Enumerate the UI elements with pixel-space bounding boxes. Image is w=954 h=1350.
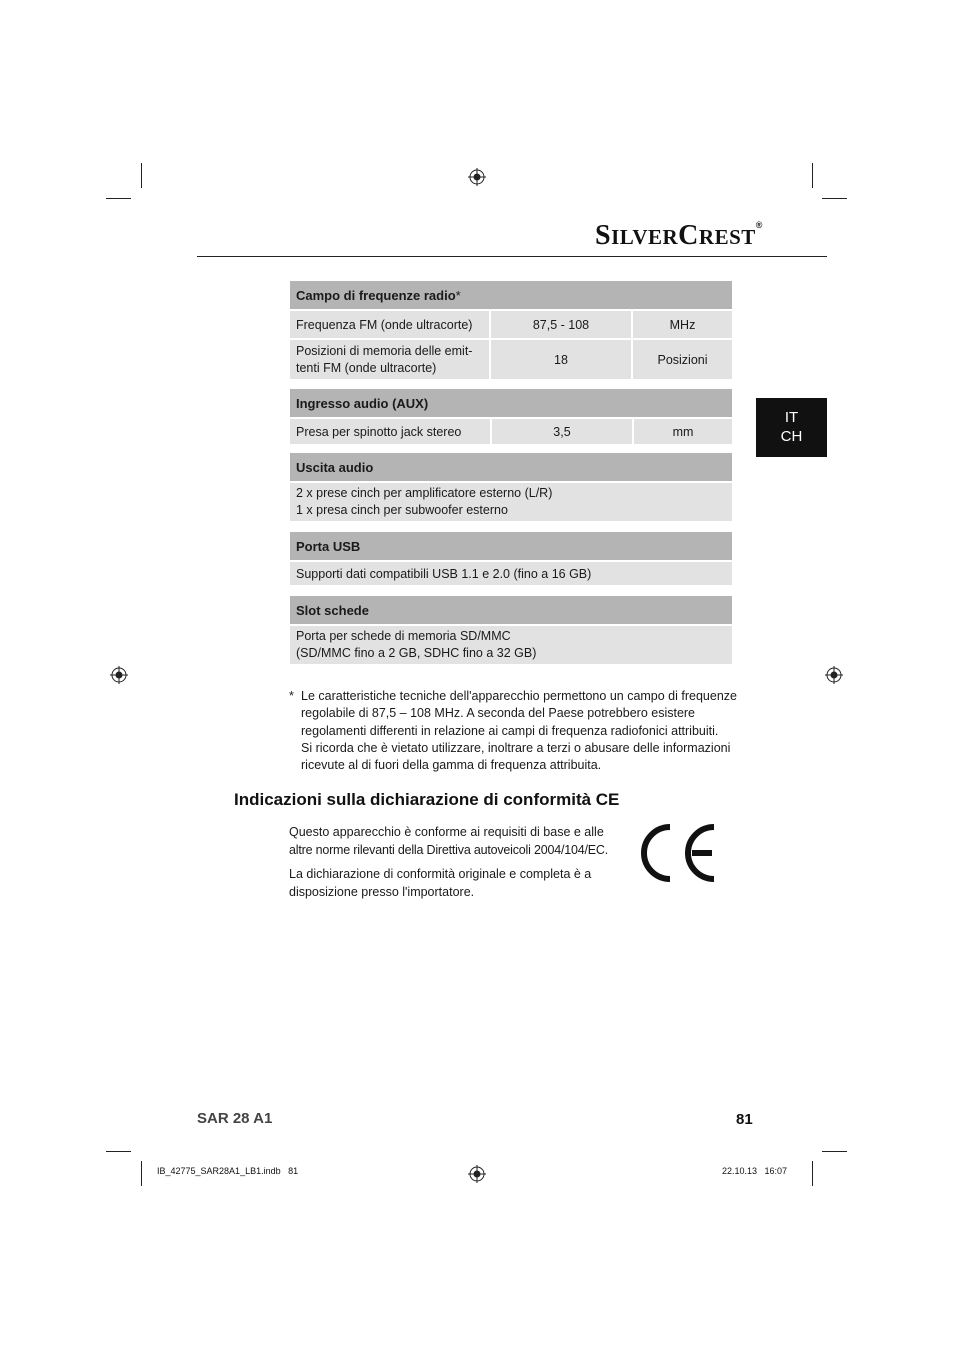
spec-unit: mm (634, 417, 732, 444)
brand-logo: SILVERCREST® (595, 220, 763, 251)
crop-mark (106, 198, 131, 199)
country-code: CH (780, 428, 803, 445)
footnote-line: regolamenti differenti in relazione ai campi di frequenza radiofonici attribuiti. (301, 723, 719, 738)
footnote-line: Si ricorda che è vietato utilizzare, inoltrare a terzi o abusare delle informazioni (301, 740, 731, 755)
spec-table-radio (290, 281, 732, 379)
model-number: SAR 28 A1 (197, 1110, 273, 1127)
table-row (290, 624, 732, 664)
spec-unit: Posizioni (633, 338, 732, 379)
table-row (290, 338, 732, 379)
language-code: IT (784, 409, 799, 426)
page-number: 81 (736, 1111, 753, 1128)
spec-value: 3,5 (492, 417, 634, 444)
footnote-marker: * (289, 689, 294, 703)
footnote-line: regolabile di 87,5 – 108 MHz. A seconda del Paese potrebbero esistere (301, 706, 696, 721)
crop-mark (822, 1151, 847, 1152)
spec-text: Porta per schede di memoria SD/MMC (SD/MMC fino a 2 GB, SDHC fino a 32 GB) (290, 624, 732, 664)
section-title: Indicazioni sulla dichiarazione di conformità CE (234, 790, 620, 809)
footnote-line: ricevute al di fuori della gamma di frequenza attribuita. (301, 758, 602, 773)
table-row (290, 309, 732, 338)
crop-mark (822, 198, 847, 199)
spec-table-aux (290, 389, 732, 444)
spec-unit: MHz (633, 309, 732, 338)
language-tab (756, 398, 827, 457)
print-slug-date: 22.10.13 16:07 (722, 1166, 788, 1176)
spec-table-audio-out (290, 453, 732, 521)
header-rule (197, 256, 827, 257)
registration-mark-icon (825, 666, 843, 684)
spec-text: Supporti dati compatibili USB 1.1 e 2.0 (fino a 16 GB) (290, 560, 732, 585)
registration-mark-icon (468, 1165, 486, 1183)
spec-table-card-slot (290, 596, 732, 664)
conformity-paragraph: La dichiarazione di conformità originale e completa è a disposizione presso l'importatore. (289, 867, 592, 899)
table-header: Uscita audio (290, 453, 732, 481)
ce-mark-icon (640, 824, 720, 882)
table-row (290, 560, 732, 585)
spec-table-usb (290, 532, 732, 585)
crop-mark (141, 1161, 142, 1186)
print-slug-file: IB_42775_SAR28A1_LB1.indb 81 (157, 1166, 299, 1176)
crop-mark (812, 163, 813, 188)
registration-mark-icon (468, 168, 486, 186)
registration-mark-icon (110, 666, 128, 684)
spec-label: Frequenza FM (onde ultracorte) (290, 309, 491, 338)
spec-label: Posizioni di memoria delle emit- tenti FM (onde ultracorte) (290, 338, 491, 379)
table-row (290, 481, 732, 521)
crop-mark (141, 163, 142, 188)
crop-mark (106, 1151, 131, 1152)
table-header: Porta USB (290, 532, 732, 560)
table-header: Slot schede (290, 596, 732, 624)
table-header: Ingresso audio (AUX) (290, 389, 732, 417)
footnote (289, 688, 739, 774)
spec-value: 18 (491, 338, 633, 379)
spec-label: Presa per spinotto jack stereo (290, 417, 492, 444)
conformity-paragraph: Questo apparecchio è conforme ai requisiti di base e alle altre norme rilevanti della Direttiva autoveicoli 2004/104/EC. (289, 825, 609, 857)
crop-mark (812, 1161, 813, 1186)
spec-text: 2 x prese cinch per amplificatore esterno (L/R) 1 x presa cinch per subwoofer esterno (290, 481, 732, 521)
table-row (290, 417, 732, 444)
footnote-line: Le caratteristiche tecniche dell'apparecchio permettono un campo di frequenze (301, 689, 737, 703)
spec-value: 87,5 - 108 (491, 309, 633, 338)
table-header: Campo di frequenze radio* (290, 281, 732, 309)
